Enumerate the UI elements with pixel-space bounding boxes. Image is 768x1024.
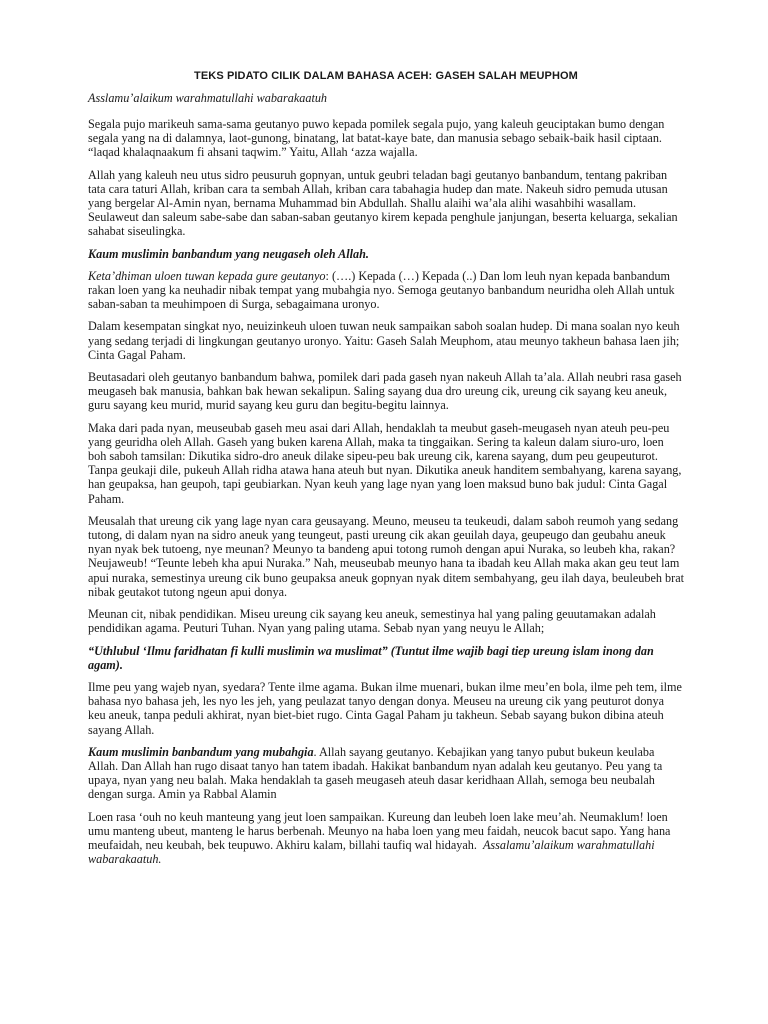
opening-greeting: Asslamu’alaikum warahmatullahi wabarakaatuh	[88, 91, 328, 105]
document-title: TEKS PIDATO CILIK DALAM BAHASA ACEH: GASEH SALAH MEUPHOM	[194, 70, 578, 82]
paragraph-prophet: Allah yang kaleuh neu utus sidro peusuruh gopnyan, untuk geubri teladan bagi geutanyo banbandum, tentang pakriban tata cara taturi Allah, kriban cara ta sembah Allah, kriban cara tabahagia hudep dan mate. Nakeuh sidro pemuda utusan yang bergelar Al-Amin nyan, bernama Muhammad bin Abdullah. Shallu alaihi wa’ala alihi wasahbihi wasallam. Seulaweut dan saleum sabe-sabe dan saban-saban geutanyo kirem kepada penghule janjungan, beserta keluarga, sekalian sahabat siseulingka.	[88, 167, 678, 239]
closing-text: Loen rasa ‘ouh no keuh manteung yang jeut loen sampaikan. Kureung dan leubeh loen lake meu’ah. Neumaklum! loen umu manteng ubeut, manteng le harus berbenah. Meunyo na haba loen yang meu faidah, neucok bacut sapo. Yang hana meufaidah, neu keubah, bek teupuwo. Akhiru kalam, billahi taufiq wal hidayah.	[88, 809, 671, 852]
closing-greeting: Assalamu’alaikum warahmatullahi wabarakaatuh.	[88, 837, 655, 867]
paragraph-education: Meunan cit, nibak pendidikan. Miseu ureung cik sayang keu aneuk, semestinya hal yang paling geuutamakan adalah pendidikan agama. Peuturi Tuhan. Nyan yang paling utama. Sebab nyan yang neuyu le Allah;	[88, 607, 656, 636]
respect-intro: Keta’dhiman uloen tuwan kepada gure geutanyo	[88, 268, 326, 283]
paragraph-topic: Dalam kesempatan singkat nyo, neuizinkeuh uloen tuwan neuk sampaikan saboh soalan hudep. Di mana soalan nyo keuh yang sedang terjadi di lingkungan geutanyo uronyo. Yaitu: Gaseh Salah Meuphom, atau meunyo takheun bahasa laen jih; Cinta Gagal Paham.	[88, 319, 680, 362]
blessed-text: . Allah sayang geutanyo. Kebajikan yang tanyo pubut bukeun keulaba Allah. Dan Allah han rugo disaat tanyo han tatem ibadah. Hakikat banbandum nyan adalah keu geutanyo. Peu yang ta upaya, nyan yang neu balah. Maka hendaklah ta gaseh meugaseh ateuh dasar keridhaan Allah, semoga beu neubalah dengan surga. Amin ya Rabbal Alamin	[88, 744, 663, 802]
paragraph-example: Maka dari pada nyan, meuseubab gaseh meu asai dari Allah, hendaklah ta meubut gaseh-meugaseh nyan ateuh peu-peu yang geuridha oleh Allah. Gaseh yang buken karena Allah, maka ta tinggaikan. Sering ta kaleun dalam siuro-uro, loen boh saboh tamsilan: Dikutika sidro-dro aneuk dilake sipeu-peu bak ureung cik, karena sayang, dum peu geupeuturot. Tanpa geukaji dile, pukeuh Allah ridha atawa hana ateuh but nyan. Dikutika aneuk handitem sembahyang, karena sayang, han geupaksa, han geupoh, tapi geubiarkan. Nyan keuh yang lage nyan yang loen maksud buno bak judul: Cinta Gagal Paham.	[88, 420, 682, 506]
heading-audience: Kaum muslimin banbandum yang neugaseh oleh Allah.	[88, 246, 369, 261]
paragraph-respect	[88, 269, 684, 312]
paragraph-blessed	[88, 745, 684, 802]
document-page	[88, 70, 684, 874]
heading-hadith: “Uthlubul ‘Ilmu faridhatan fi kulli muslimin wa muslimat” (Tuntut ilme wajib bagi tiep ureung islam inong dan agam).	[88, 643, 654, 672]
paragraph-knowledge: Ilme peu yang wajeb nyan, syedara? Tente ilme agama. Bukan ilme muenari, bukan ilme meu’en bola, ilme peh tem, ilme bahasa nyo bahasa jeh, les nyo les jeh, yang peulazat tanyo dengan donya. Meuseu na ureung cik yang peuturot donya keu aneuk, tanpa peduli akhirat, nyan biet-biet rugo. Cinta Gagal Paham ju takheun. Sebab sayang bukon dibina ateuh sayang Allah.	[88, 679, 682, 737]
paragraph-love-source: Beutasadari oleh geutanyo banbandum bahwa, pomilek dari pada gaseh nyan nakeuh Allah ta’ala. Allah neubri rasa gaseh meugaseh bak manusia, bahkan bak hewan sekalipun. Saling sayang dua dro ureung cik, ureung cik sayang keu aneuk, guru sayang keu murid, murid sayang keu guru dan begitu-begitu lainnya.	[88, 370, 682, 413]
paragraph-praise: Segala pujo marikeuh sama-sama geutanyo puwo kepada pomilek segala pujo, yang kaleuh geuciptakan bumo dengan segala yang na di dalamnya, laot-gunong, binatang, lat batat-kaye bate, dan manusia sebago sebaik-baik hasil ciptaan. “laqad khalaqnaakum fi ahsani taqwim.” Yaitu, Allah ‘azza wajalla.	[88, 117, 665, 160]
respect-text: : (….) Kepada (…) Kepada (..) Dan lom leuh nyan kepada banbandum rakan loen yang ka neuhadir nibak tempat yang mubahgia nyo. Semoga geutanyo banbandum neuridha oleh Allah untuk saban-saban ta meuhimpoen di Surga, sebagaimana uronyo.	[88, 268, 675, 312]
paragraph-fire-analogy: Meusalah that ureung cik yang lage nyan cara geusayang. Meuno, meuseu ta teukeudi, dalam saboh reumoh yang sedang tutong, di dalam nyan na sidro aneuk yang teungeut, pasti ureung cik akan geuilah daya, geupeugo dan geubahu aneuk nyan nyak bek tutoeng, nye meunan? Meunyo ta bandeng apui totong rumoh dengan apui Nuraka, so leubeh kha, rakan? Neujaweub! “Teunte lebeh kha apui Nuraka.” Nah, meuseubab meunyo hana ta ibadah keu Allah maka akan geu teut lam apui nuraka, semestinya ureung cik buno geupaksa aneuk gopnyan nyak ditem sembahyang, geu ilah daya, beuleubeh brat nibak geutakot tutong ngeun apui donya.	[88, 513, 684, 599]
paragraph-closing	[88, 810, 684, 867]
blessed-intro: Kaum muslimin banbandum yang mubahgia	[88, 744, 314, 759]
